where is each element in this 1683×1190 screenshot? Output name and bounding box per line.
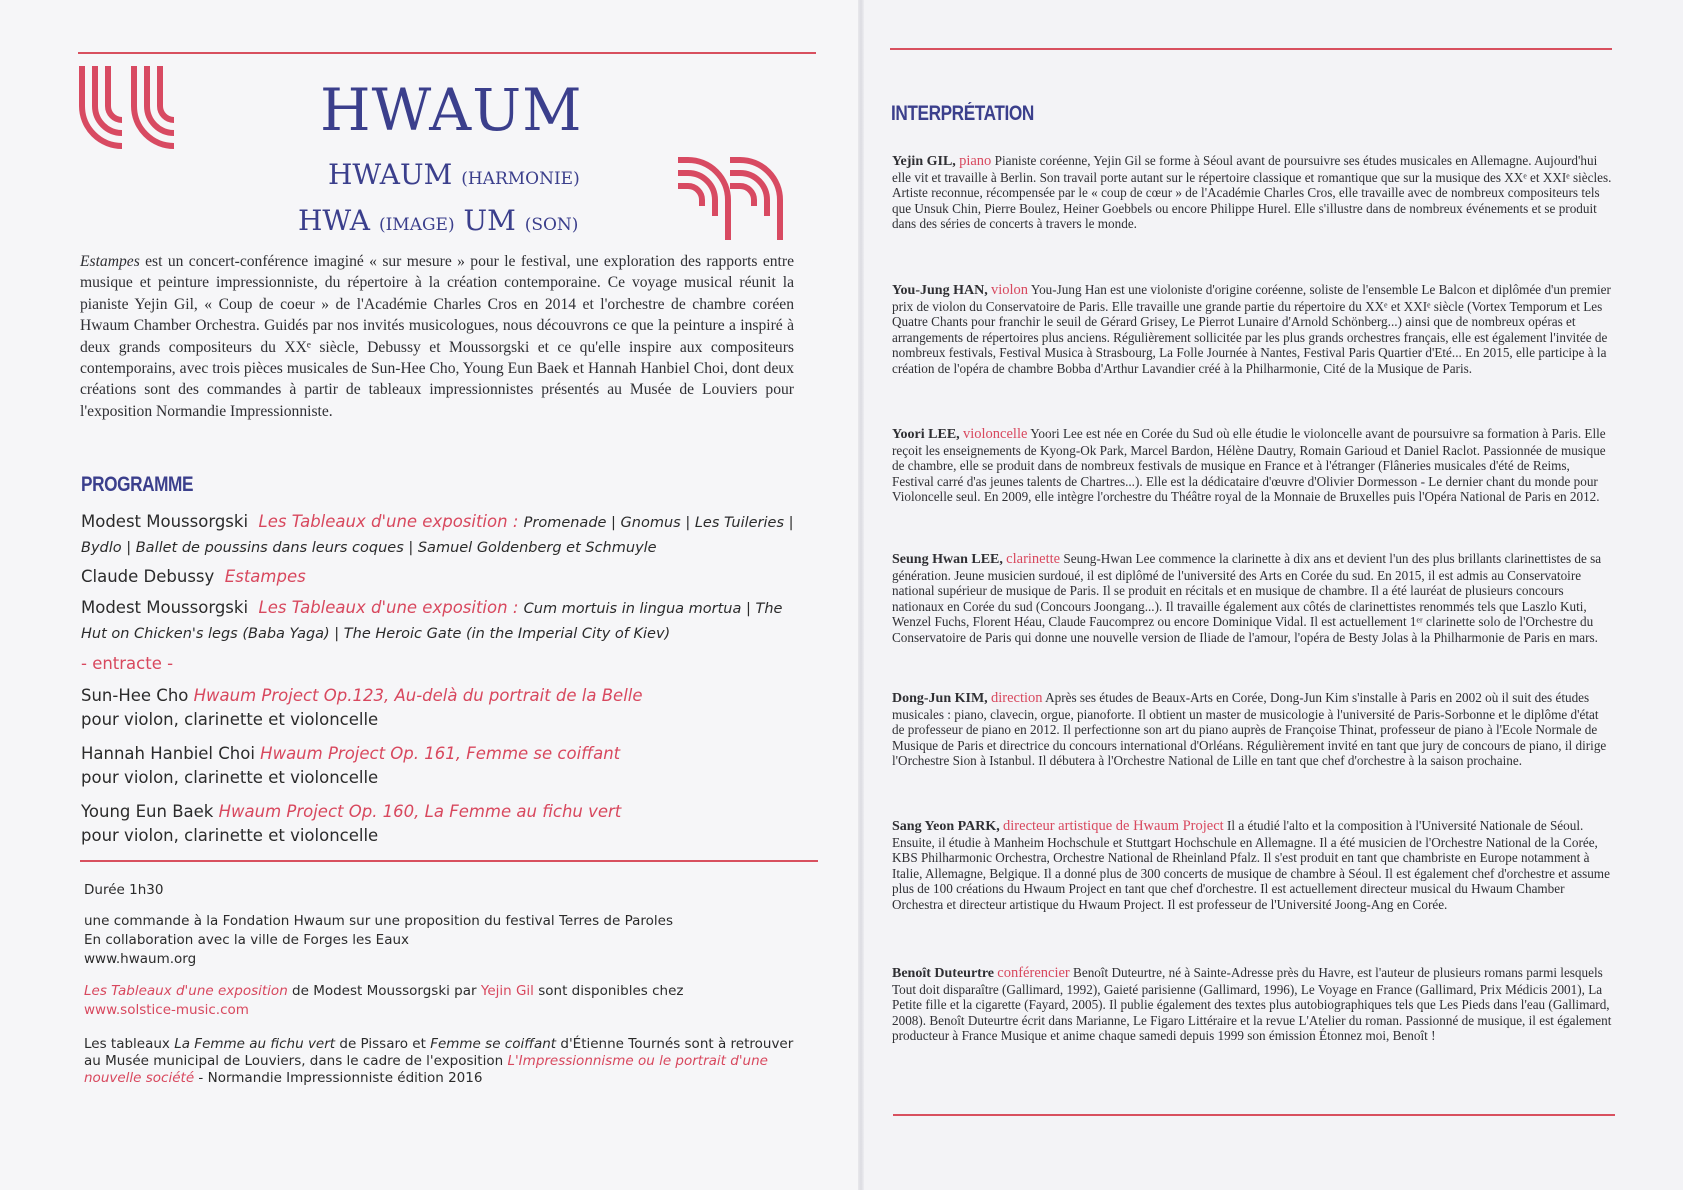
- subtitle-image-son: HWA (IMAGE) UM (SON): [298, 204, 579, 237]
- programme-item-6: Young Eun Baek Hwaum Project Op. 160, La Femme au fichu vert pour violon, clarinette et violoncelle: [81, 802, 622, 845]
- programme-item-3: Modest Moussorgski Les Tableaux d'une exposition : Cum mortuis in lingua mortua | The Hut on Chicken's legs (Baba Yaga) | The Heroic Gate (in the Imperial City of Kiev): [81, 598, 783, 642]
- duration: Durée 1h30: [84, 882, 164, 898]
- bio-yoori-lee: Yoori LEE, violoncelle Yoori Lee est née en Corée du Sud où elle étudie le violoncelle avant de poursuivre sa formation à Paris. Elle reçoit les enseignements de Kyong-Ok Park, Marcel Bardon, Hélène Dautry, Romain Garioud et Daniel Raclot. Passionnée de musique de chambre, elle se produit dans de nombreux festivals de musique en France et à l'étranger (Flâneries musicales d'été de Reims, Festival carré d'as jeunes talents de Chartres...). Elle est la dédicataire d'œuvre d'Olivier Dormesson - Le dernier chant du monde pour Violoncelle seul. En 2009, elle intègre l'orchestre du Théâtre royal de la Monnaie de Bruxelles puis l'Opéra National de Paris en 2012.: [892, 426, 1606, 505]
- bio-you-jung-han: You-Jung HAN, violon You-Jung Han est une violoniste d'origine coréenne, soliste de l'ensemble Le Balcon et diplômée d'un premier prix de violon du Conservatoire de Paris. Elle travaille une grande partie du répertoire du XXᵉ et XXIᵉ siècle (Vortex Temporum et Les Quatre Chants pour franchir le seuil de Gérard Grisey, Le Pierrot Lunaire d'Arnold Schönberg...) ainsi que de nombreux opéras et arrangements de répertoires plus anciens. Régulièrement sollicitée par les plus grands orchestres français, elle est également l'invitée de nombreux festivals, Festival Musica à Strasbourg, La Folle Journée à Nantes, Festival Paris Quartier d'Eté... En 2015, elle participe à la création de l'opéra de chambre Bobba d'Arthur Lavandier créé à la Philharmonie, Cité de la Musique de Paris.: [892, 282, 1611, 376]
- bio-seung-hwan-lee: Seung Hwan LEE, clarinette Seung-Hwan Lee commence la clarinette à dix ans et devient l'un des plus brillants clarinettistes de sa génération. Jeune musicien surdoué, il est diplômé de l'université des Arts en Corée du sud. En 2015, il est admis au Conservatoire national supérieur de musique de Paris. Il se produit en récitals et en musique de chambre. Il a été lauréat de plusieurs concours nationaux en Corée du sud (Concours Joongang...). Il travaille également aux côtés de clarinettistes renommés tels que Laszlo Kuti, Wenzel Fuchs, Florent Héau, Claude Faucomprez ou encore Dominique Vidal. Il est actuellement 1ᵉʳ clarinette solo de l'Orchestre du Conservatoire de Paris qui donne une nouvelle version de Iliade de l'amour, l'opéra de Besty Jolas à la Philharmonie de Paris en mars.: [892, 551, 1602, 645]
- recording-block: Les Tableaux d'une exposition de Modest Moussorgski par Yejin Gil sont disponibles chez www.solstice-music.com: [84, 982, 814, 1020]
- programme-item-5: Hannah Hanbiel Choi Hwaum Project Op. 161, Femme se coiffant pour violon, clarinette et violoncelle: [81, 744, 621, 787]
- programme-item-4: Sun-Hee Cho Hwaum Project Op.123, Au-delà du portrait de la Belle pour violon, clarinette et violoncelle: [81, 686, 643, 729]
- interpretation-heading: INTERPRÉTATION: [891, 102, 1034, 125]
- bio-dong-jun-kim: Dong-Jun KIM, direction Après ses études de Beaux-Arts en Corée, Dong-Jun Kim s'installe à Paris en 2002 où il suit des études musicales : piano, clavecin, orgue, pianoforte. Il obtient un master de musicologie à l'université de Paris-Sorbonne et le diplôme d'état de professeur de piano en 2012. Il perfectionne son art du piano auprès de Françoise Thinat, professeur de piano à l'Ecole Normale de Musique de Paris et directrice du concours international d'Orléans. Régulièrement invité en tant que jury de concours de piano, il dirige l'Orchestre Sion à Istanbul. Il débutera à l'Orchestre National de Lille en tant que chef d'orchestre à la saison prochaine.: [892, 690, 1607, 769]
- solstice-website-link[interactable]: www.solstice-music.com: [84, 1002, 249, 1018]
- programme-item-1: Modest Moussorgski Les Tableaux d'une exposition : Promenade | Gnomus | Les Tuileries | Bydlo | Ballet de poussins dans leurs coques | Samuel Goldenberg et Schmuyle: [81, 512, 794, 556]
- programme-item-2: Claude Debussy Estampes: [81, 567, 306, 586]
- page-fold: [858, 0, 864, 1190]
- bio-yejin-gil: Yejin GIL, piano Pianiste coréenne, Yejin Gil se forme à Séoul avant de poursuivre ses études musicales en Allemagne. Aujourd'hui elle vit et travaille à Berlin. Son travail porte autant sur le répertoire classique et romantique que sur la musique des XXᵉ et XXIᵉ siècles. Artiste reconnue, récompensée par le « coup de cœur » de l'Académie Charles Cros, elle travaille avec de nombreux compositeurs tels que Unsuk Chin, Pierre Boulez, Heiner Goebbels ou encore Philippe Hurel. Elle s'illustre dans de nombreux événements et se produit dans des séries de concerts à travers le monde.: [892, 153, 1612, 232]
- hwaum-website-link[interactable]: www.hwaum.org: [84, 951, 197, 967]
- programme-heading: PROGRAMME: [81, 473, 194, 496]
- subtitle-harmonie: HWAUM (HARMONIE): [328, 158, 580, 191]
- top-rule-right: [890, 48, 1612, 50]
- bio-benoit-duteurtre: Benoît Duteurtre conférencier Benoît Duteurtre, né à Sainte-Adresse près du Havre, est l'auteur de plusieurs romans parmi lesquels Tout doit disparaître (Gallimard, 1992), Gaieté parisienne (Gallimard, 1996), Le Voyage en France (Gallimard, Prix Médicis 2001), La Petite fille et la cigarette (Fayard, 2005). Il publie également des textes plus autobiographiques tels que Les Pieds dans l'eau (Gallimard, 2008). Benoît Duteurtre écrit dans Marianne, Le Figaro Littéraire et la revue L'Atelier du roman. Passionné de musique, il est également producteur à France Musique et anime chaque samedi depuis 1999 son émission Étonnez moi, Benoît !: [892, 965, 1612, 1044]
- hwaum-logo-left-icon: [78, 66, 183, 152]
- intro-paragraph: Estampes est un concert-conférence imaginé « sur mesure » pour le festival, une exploration des rapports entre musique et peinture impressionniste, du répertoire à la création contemporaine. Ce voyage musical réunit la pianiste Yejin Gil, « Coup de coeur » de l'Académie Charles Cros en 2014 et l'orchestre de chambre coréen Hwaum Chamber Orchestra. Guidés par nos invités musicologues, nous découvrons ce que la peinture a inspiré à deux grands compositeurs du XXᵉ siècle, Debussy et Moussorgski et ce qu'elle inspire aux compositeurs contemporains, avec trois pièces musicales de Sun-Hee Cho, Young Eun Baek et Hannah Hanbiel Choi, dont deux créations sont des commandes à partir de tableaux impressionnistes présentés au Musée de Louviers pour l'exposition Normandie Impressionniste.: [80, 253, 794, 420]
- bio-sang-yeon-park: Sang Yeon PARK, directeur artistique de Hwaum Project Il a étudié l'alto et la composition à l'Université Nationale de Séoul. Ensuite, il étudie à Manheim Hochschule et Stuttgart Hochschule en Allemagne. Il a été musicien de l'Orchestre National de la Corée, KBS Philharmonic Orchestra, Orchestre National de Rheinland Pfalz. Il s'est produit en tant que chambriste en Europe notamment à Italie, Allemagne, Belgique. Il a donné plus de 300 concerts de musique de chambre à Séoul. Il est également chef d'orchestre et assume plus de 100 créations du Hwaum Project en tant que chef d'orchestre. Il est actuellement directeur musical du Hwaum Chamber Orchestra et directeur artistique du Hwaum Project. Il est professeur de l'Université Joong-Ang en Corée.: [892, 818, 1610, 912]
- main-title: HWAUM: [320, 76, 583, 144]
- hwaum-logo-right-icon: [678, 156, 783, 240]
- paintings-block: Les tableaux La Femme au fichu vert de Pissaro et Femme se coiffant d'Étienne Tournés sont à retrouver au Musée municipal de Louviers, dans le cadre de l'exposition L'Impressionnisme ou le portrait d'une nouvelle société - Normandie Impressionniste édition 2016: [84, 1036, 794, 1086]
- commission-block: une commande à la Fondation Hwaum sur une proposition du festival Terres de Paroles En collaboration avec la ville de Forges les Eaux www.hwaum.org: [84, 912, 814, 969]
- bottom-rule-right: [893, 1114, 1615, 1116]
- programme-rule: [80, 860, 818, 862]
- entracte: - entracte -: [81, 654, 174, 673]
- top-rule-left: [78, 52, 816, 54]
